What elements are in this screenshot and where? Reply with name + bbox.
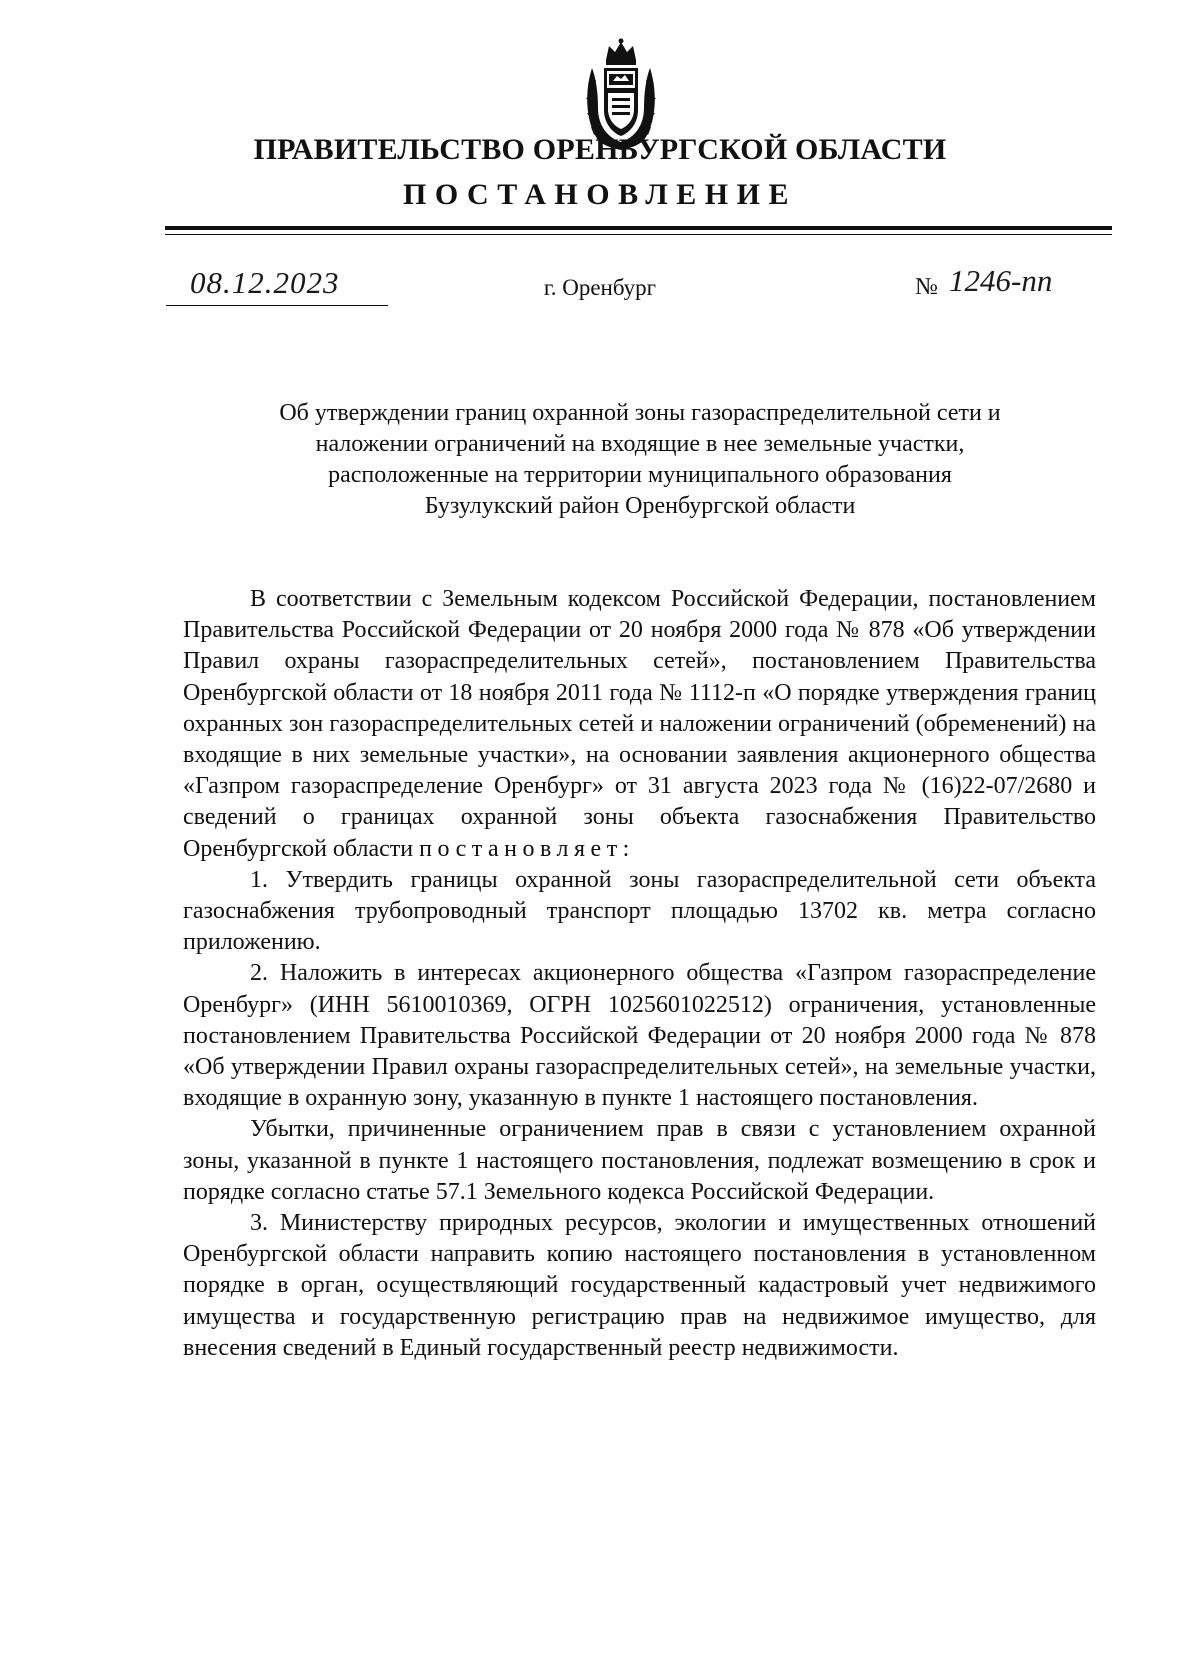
item-1-paragraph: 1. Утвердить границы охранной зоны газораспределительной сети объекта газоснабжения трубопроводный транспорт площадью 13702 кв. метра согласно приложению. (183, 866, 1096, 956)
losses-paragraph: Убытки, причиненные ограничением прав в связи с установлением охранной зоны, указанной в пункте 1 настоящего постановления, подлежат возмещению в срок и порядке согласно статье 57.1 Земельного кодекса Российской Федерации. (183, 1116, 1096, 1205)
subject-line: расположенные на территории муниципального образования (328, 462, 952, 488)
preamble-text: В соответствии с Земельным кодексом Российской Федерации, постановлением Правительства Российской Федерации от 20 ноября 2000 года № 878 «Об утверждении Правил охраны газораспределительных сетей», постановлением Правительства Оренбургской области от 18 ноября 2011 года № 1112-п «О порядке утверждения границ охранных зон газораспределительных сетей и наложении ограничений (обременений) на входящие в них земельные участки», на основании заявления акционерного общества «Газпром газораспределение Оренбург» от 31 августа 2023 года № (16)22-07/2680 и сведений о границах охранной зоны объекта газоснабжения Правительство Оренбургской области (183, 586, 1096, 862)
header-rule-thin (165, 234, 1112, 235)
date-underline (166, 305, 388, 306)
resolves-word: постановляет: (419, 835, 635, 862)
document-type-heading: ПОСТАНОВЛЕНИЕ (403, 178, 797, 211)
document-subject (200, 398, 1080, 522)
government-name: ПРАВИТЕЛЬСТВО ОРЕНБУРГСКОЙ ОБЛАСТИ (253, 133, 947, 166)
item-3-paragraph: 3. Министерству природных ресурсов, экологии и имущественных отношений Оренбургской области направить копию настоящего постановления в установленном порядке в орган, осуществляющий государственный кадастровый учет недвижимого имущества и государственную регистрацию прав на недвижимое имущество, для внесения сведений в Единый государственный реестр недвижимости. (183, 1210, 1096, 1361)
subject-line: наложении ограничений на входящие в нее земельные участки, (315, 431, 965, 457)
item-2-paragraph: 2. Наложить в интересах акционерного общества «Газпром газораспределение Оренбург» (ИНН 5610010369, ОГРН 1025601022512) ограничения, установленные постановлением Правительства Российской Федерации от 20 ноября 2000 года № 878 «Об утверждении Правил охраны газораспределительных сетей», на земельные участки, входящие в охранную зону, указанную в пункте 1 настоящего постановления. (183, 960, 1096, 1112)
document-number: 1246-пп (949, 263, 1053, 298)
header-rule-thick (165, 226, 1112, 230)
document-number-field (915, 263, 1105, 307)
subject-line: Бузулукский район Оренбургской области (424, 493, 856, 519)
document-date: 08.12.2023 (190, 265, 340, 300)
subject-line: Об утверждении границ охранной зоны газораспределительной сети и (279, 400, 1001, 426)
document-city: г. Оренбург (543, 275, 657, 300)
number-sign: № (915, 274, 938, 300)
preamble-paragraph (183, 584, 1096, 865)
document-body (183, 584, 1096, 1364)
